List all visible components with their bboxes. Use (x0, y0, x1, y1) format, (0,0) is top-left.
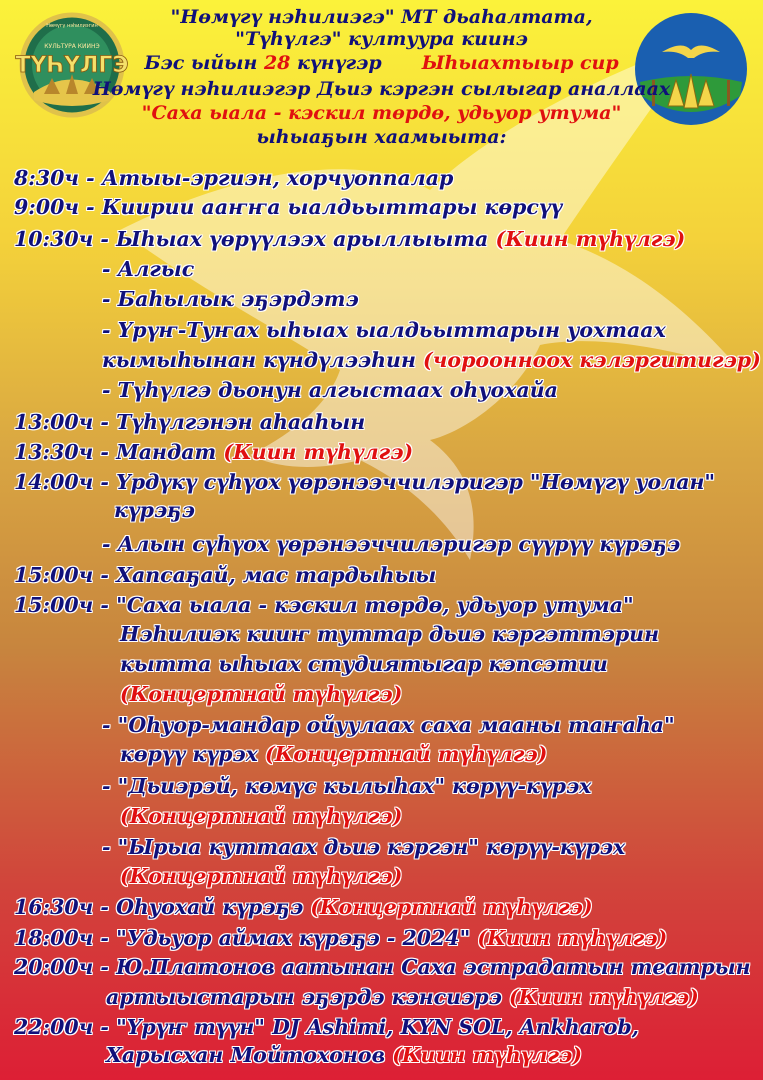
schedule-row (102, 378, 558, 402)
schedule-sep: - (102, 713, 118, 737)
schedule-text: Ыһыах үөрүүлээх арыллыыта (116, 227, 496, 251)
schedule-text: Үрүҥ-Туҥах ыһыах ыалдьыттарын уохтаах (117, 318, 666, 342)
date-number: 28 (263, 52, 291, 74)
schedule-row (102, 287, 359, 311)
schedule-text: "Оһуор-мандар ойуулаах саха мааны таҥаһа" (117, 713, 675, 737)
schedule-time: 14:00ч (14, 470, 94, 494)
schedule-row (106, 1043, 582, 1067)
schedule-note: (Концертнай түһүлгэ) (120, 682, 403, 706)
schedule-sep: - (102, 318, 118, 342)
schedule-sep: - (93, 926, 117, 950)
schedule-text: кымыһынан күндүлээһин (102, 348, 424, 372)
schedule-time: 8:30ч (14, 166, 80, 190)
schedule-row (14, 593, 634, 617)
culture-center-line: "Түһүлгэ" култуура киинэ (235, 28, 528, 50)
schedule-note: (Концертнай түһүлгэ) (265, 742, 548, 766)
schedule-sep: - (102, 774, 118, 798)
schedule-row (102, 713, 675, 737)
schedule-note: (Киин түһүлгэ) (495, 227, 686, 251)
schedule-sep: - (93, 470, 117, 494)
schedule-row (102, 835, 625, 859)
schedule-text: Харысхан Мойтохонов (106, 1043, 393, 1067)
schedule-row (120, 682, 402, 706)
schedule-text: Баһылык эҕэрдэтэ (117, 287, 359, 311)
logo-name: ТҮҺҮЛГЭ (15, 53, 129, 78)
schedule-sep: - (102, 532, 118, 556)
schedule-text: Хапсаҕай, мас тардыһыы (116, 563, 437, 587)
date-prefix: Бэс ыйын (144, 52, 264, 74)
schedule-row (14, 195, 562, 219)
schedule-heading: ыһыаҕын хаамыыта: (256, 126, 507, 148)
schedule-time: 13:00ч (14, 410, 94, 434)
schedule-note: (Киин түһүлгэ) (392, 1043, 582, 1067)
schedule-time: 15:00ч (14, 593, 94, 617)
schedule-row (14, 926, 667, 950)
schedule-text: "Дьиэрэй, көмүс кылыһах" көрүү-күрэх (117, 774, 592, 798)
schedule-time: 9:00ч (14, 195, 80, 219)
schedule-note: (Киин түһүлгэ) (477, 926, 668, 950)
schedule-row (114, 498, 195, 522)
schedule-row (14, 955, 751, 979)
schedule-sep: - (102, 287, 118, 311)
dedication-line: Нөмүгү нэһилиэгэр Дьиэ кэргэн сылыгар аналлаах (92, 78, 671, 100)
schedule-row (102, 348, 761, 372)
schedule-time: 15:00ч (14, 563, 94, 587)
schedule-sep: - (93, 410, 117, 434)
schedule-text: кытта ыһыах студиятыгар кэпсэтии (120, 652, 608, 676)
schedule-text: Түһүлгэнэн аһааһын (116, 410, 366, 434)
schedule-row (14, 440, 413, 464)
schedule-text: "Үрүҥ түүн" DJ Ashimi, KYN SOL, Ankharob, (116, 1015, 639, 1039)
date-suffix: күнүгэр (290, 52, 382, 74)
schedule-text: Киирии ааҥҥа ыалдьыттары көрсүү (101, 195, 563, 219)
schedule-sep: - (93, 895, 117, 919)
schedule-text: Мандат (116, 440, 224, 464)
schedule-note: (Концертнай түһүлгэ) (310, 895, 593, 919)
schedule-time: 20:00ч (14, 955, 94, 979)
schedule-sep: - (93, 593, 117, 617)
schedule-sep: - (102, 257, 118, 281)
schedule-row (102, 774, 591, 798)
schedule-sep: - (93, 1015, 117, 1039)
schedule-note: (Концертнай түһүлгэ) (120, 804, 403, 828)
schedule-sep: - (93, 563, 117, 587)
date-line (0, 52, 763, 74)
schedule-row (120, 742, 547, 766)
schedule-text: Оһуохай күрэҕэ (116, 895, 311, 919)
schedule-text: Ю.Платонов аатынан Саха эстрадатын театрын (116, 955, 751, 979)
schedule-time: 13:30ч (14, 440, 94, 464)
schedule-text: Алгыс (117, 257, 195, 281)
schedule-row (14, 1015, 639, 1039)
schedule-row (106, 985, 699, 1009)
schedule-sep: - (79, 195, 102, 219)
schedule-text: Үрдүкү сүһүох үөрэнээччилэригэр "Нөмүгү уолан" (116, 470, 716, 494)
schedule-text: көрүү күрэх (120, 742, 266, 766)
event-theme: "Саха ыала - кэскил төрдө, удьуор утума" (141, 102, 622, 124)
schedule-text: Нэһилиэк кииҥ туттар дьиэ кэргэттэрин (120, 622, 660, 646)
schedule-text: "Ырыа куттаах дьиэ кэргэн" көрүү-күрэх (117, 835, 626, 859)
organizer-line: "Нөмүгү нэһилиэгэ" МТ дьаһалтата, (170, 6, 593, 28)
schedule-row (14, 563, 436, 587)
logo-top-text: Нөмүгү нэһилиэгин (46, 23, 98, 29)
schedule-text: "Удьуор аймах күрэҕэ - 2024" (116, 926, 478, 950)
schedule-sep: - (79, 166, 102, 190)
schedule-row (120, 864, 402, 888)
schedule-time: 10:30ч (14, 227, 94, 251)
schedule-row (14, 470, 715, 494)
schedule-text: Түһүлгэ дьонун алгыстаах оһуохайа (117, 378, 558, 402)
schedule-row (120, 622, 659, 646)
event-type: Ыһыахтыыр сир (421, 52, 619, 74)
schedule-row (120, 652, 608, 676)
schedule-row (120, 804, 402, 828)
schedule-sep: - (102, 378, 118, 402)
schedule-time: 18:00ч (14, 926, 94, 950)
schedule-row (102, 318, 666, 342)
schedule-row (14, 227, 685, 251)
schedule-sep: - (93, 955, 117, 979)
schedule-row (102, 257, 194, 281)
schedule-text: күрэҕэ (114, 498, 195, 522)
schedule-text: артыыстарын эҕэрдэ кэнсиэрэ (106, 985, 509, 1009)
schedule-sep: - (93, 440, 117, 464)
logo-bottom-text: КУЛЬТУРА КИИНЭ (44, 43, 100, 50)
schedule-sep: - (102, 835, 118, 859)
schedule-row (102, 532, 680, 556)
schedule-note: (Киин түһүлгэ) (223, 440, 414, 464)
schedule-text: Алын сүһүох үөрэнээччилэригэр сүүрүү күрэҕэ (117, 532, 681, 556)
schedule-row (14, 410, 365, 434)
schedule-row (14, 166, 453, 190)
schedule-note: (чороонноох кэлэргитигэр) (423, 348, 761, 372)
schedule-time: 16:30ч (14, 895, 94, 919)
schedule-note: (Концертнай түһүлгэ) (120, 864, 403, 888)
schedule-time: 22:00ч (14, 1015, 94, 1039)
schedule-text: Атыы-эргиэн, хорчуоппалар (101, 166, 454, 190)
schedule-sep: - (93, 227, 117, 251)
schedule-note: (Киин түһүлгэ) (508, 985, 699, 1009)
schedule-text: "Саха ыала - кэскил төрдө, удьуор утума" (116, 593, 634, 617)
schedule-row (14, 895, 593, 919)
